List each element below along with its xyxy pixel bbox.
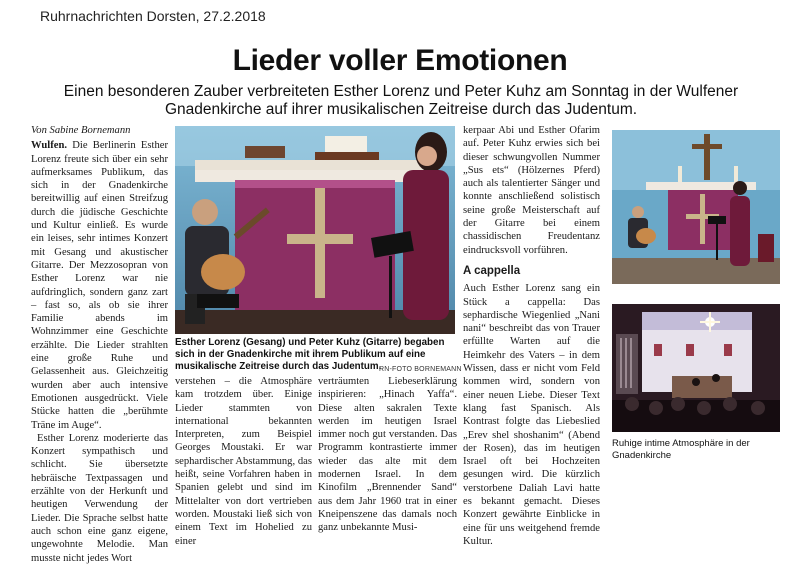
side-photo-church-interior: [612, 304, 780, 432]
newspaper-source-line: Ruhrnachrichten Dorsten, 27.2.2018: [40, 8, 266, 24]
main-photo-caption: Esther Lorenz (Gesang) und Peter Kuhz (Gitarre) begaben sich in der Gnadenkirche mit ihrem Publikum auf eine musikalische Zeitreise durch das Judentum.: [175, 337, 445, 372]
column-1-paragraph-1: [31, 139, 168, 432]
altar-photo-image: [612, 130, 780, 284]
article-column-4: [463, 124, 600, 548]
side-photo-caption: Ruhige intime Atmosphäre in der Gnadenkirche: [612, 438, 750, 461]
article-headline: Lieder voller Emotionen: [232, 44, 568, 77]
article-deck: Einen besonderen Zauber verbreiteten Esther Lorenz und Peter Kuhz am Sonntag in der Wulfener Gnadenkirche auf ihrer musikalischen Zeitreise durch das Judentum.: [63, 83, 739, 118]
dateline: Wulfen.: [31, 140, 68, 152]
article-column-3: verträumten Liebeserklärung inspirieren: „Hinach Yaffa“. Diese alten sakralen Texte werden im heutigen Israel immer noch gut verstanden. Das Programm kontrastierte immer wieder das alte mit dem modernen Israel. In dem Kinofilm „Brennender Sand“ aus dem Jahr 1960 trat in einer Kneipenszene das damals noch ganz unbekannte Musi-: [318, 376, 457, 534]
article-subhead: A cappella: [463, 264, 521, 277]
article-column-2: verstehen – die Atmosphäre kam trotzdem über. Einige Lieder stammten von international bekannten Interpreten, zum Beispiel Georges Moustaki. Er war sephardischer Abstammung, das heißt, seine Vorfahren haben in Spanien gelebt und sind im Mittelalter von dort vertrieben worden. Moustaki ließ sich von einem Text im Hohelied zu einer: [175, 376, 312, 547]
side-photo-altar: [612, 130, 780, 284]
column-4-paragraph-1: kerpaar Abi und Esther Ofarim auf. Peter Kuhz erwies sich bei dieser schwungvollen Nummer „Sus ets“ (Hölzernes Pferd) auch als talentierter Sänger und konnte anschließend solistisch seine große Meisterschaft auf der Gitarre bei einem chassidischen Freudentanz eindrucksvoll vorführen.: [463, 125, 600, 256]
concert-photo-image: [175, 126, 455, 334]
column-1-text-1: Die Berlinerin Esther Lorenz freute sich über ein sehr aufmerksames Publikum, das sich in der Gnadenkirche bereitwillig auf einen Streifzug durch die jüdische Geschichte und Kultur einließ. Es wurde ein leises, sehr intimes Konzert mit Gesang und akustischer Gitarre. Der Mezzosopran von Esther Lorenz war nie aufdringlich, sondern ganz zart – fast so, als ob sie ihrer Familie abends im Wohnzimmer eine Geschichte erzählte. Die Lieder strahlten eine große Ruhe und Gelassenheit aus. Gleichzeitig wurden aber auch intensive Emotionen ausgedrückt. Viele Stücke hatten die „berühmte Träne im Auge“.: [31, 140, 168, 431]
column-4-paragraph-2: Auch Esther Lorenz sang ein Stück a cappella: Das sephardische Wiegenlied „Nani nani“ beschreibt das von Trauer erfüllte Warten auf die Heimkehr des Vaters – in dem Wissen, dass er nicht vom Feld kommen wird, sondern von einer neuen Liebe. Dieser Text klang fast Spanisch. Als Kontrast folgte das Liebeslied „Erev shel shoshanim“ (Abend der Rosen), das im heutigen Israel oft bei Hochzeiten gesungen wird. Die kürzlich verstorbene Daliah Lavi hatte es bekannt gemacht. Dieses Konzert gewährte Einblicke in eine für uns weitgehend fremde Kultur.: [463, 283, 600, 547]
article-column-1: [31, 124, 168, 565]
article-byline: Von Sabine Bornemann: [31, 125, 131, 136]
church-interior-photo-image: [612, 304, 780, 432]
main-concert-photo: [175, 126, 455, 334]
photo-credit: RN-FOTO BORNEMANN: [379, 366, 462, 373]
column-1-paragraph-2: Esther Lorenz moderierte das Konzert sympathisch und schlicht. Sie übersetzte hebräische Textpassagen und erzählte von der Herkunft und heutigen Verwendung der Lieder. Die Sprache selbst hatte auch schon eine ganz eigene, ungewohnte Melodie. Man musste nicht jedes Wort: [31, 432, 168, 564]
